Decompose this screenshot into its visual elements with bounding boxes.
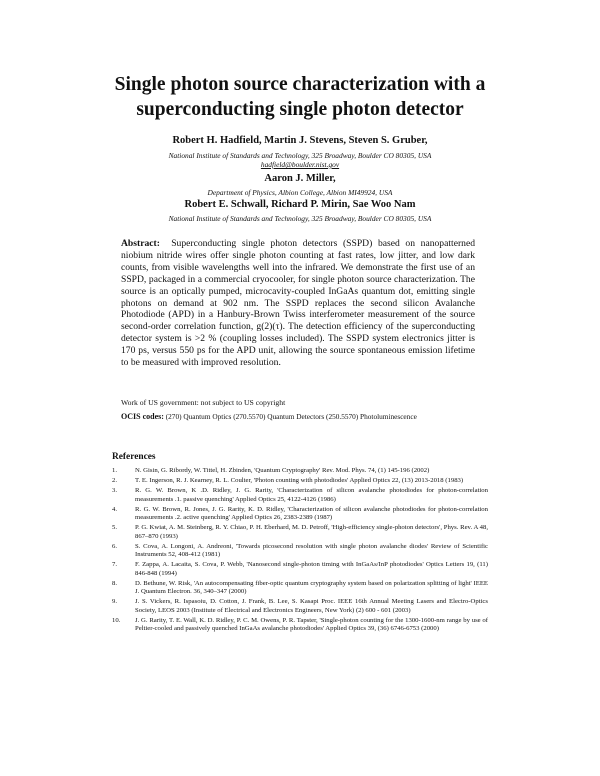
reference-item: 6. S. Cova, A. Longoni, A. Andreoni, 'Towards picosecond resolution with single photon avalanche diodes' Review of Scientific Instruments 52, 408-412 (1981) bbox=[112, 542, 488, 559]
reference-item: 8. D. Bethune, W. Risk, 'An autocompensating fiber-optic quantum cryptography system based on polarization splitting of light' IEEE J. Quantum Electron. 36, 340–347 (2000) bbox=[112, 579, 488, 596]
abstract-label: Abstract: bbox=[121, 238, 160, 249]
reference-item: 7. F. Zappa, A. Lacaita, S. Cova, P. Webb, 'Nanosecond single-photon timing with InGaAs/InP photodiodes' Optics Letters 19, (11) 846-848 (1994) bbox=[112, 561, 488, 577]
reference-item: 4. R. G. W. Brown, R. Jones, J. G. Rarity, K. D. Ridley, 'Characterization of silicon avalanche photodiodes for photon-correlation measurements .2. active quenching' Applied Optics 26, 2383-2389 (1987) bbox=[112, 505, 488, 522]
reference-item: 1. N. Gisin, G. Ribordy, W. Tittel, H. Zbinden, 'Quantum Cryptography' Rev. Mod. Phys. 74, (1) 145-196 (2002) bbox=[112, 467, 430, 474]
author-group-2: Aaron J. Miller, bbox=[264, 173, 336, 184]
reference-item: 3. R. G. W. Brown, K .D. Ridley, J. G. Rarity, 'Characterization of silicon avalanche photodiodes for photon-correlation measurements .1. passive quenching' Applied Optics 25, 4122-4126 (1986) bbox=[112, 487, 488, 503]
author-group-3: Robert E. Schwall, Richard P. Mirin, Sae Woo Nam bbox=[184, 199, 416, 210]
abstract-text-part-2: The detection efficiency of the superconducting detector system is >2 % (coupling losses included). The SSPD system electronics jitter is 170 ps, versus 550 ps for the APD unit, allowing the source spontaneous emission lifetime to be measured with improved resolution. bbox=[121, 321, 475, 369]
copyright-note: Work of US government: not subject to US copyright bbox=[121, 398, 286, 407]
references-heading: References bbox=[112, 452, 156, 462]
reference-item: 10. J. G. Rarity, T. E. Wall, K. D. Ridley, P. C. M. Owens, P. R. Tapster, 'Single-photon counting for the 1300-1600-nm range by use of Peltier-cooled and passively quenched InGaAs avalanche photodiodes' Applied Optics 39, (36) 6746-6753 (2000) bbox=[112, 616, 488, 633]
abstract-math: g(2)(τ). bbox=[256, 321, 286, 333]
author-group-1: Robert H. Hadfield, Martin J. Stevens, Steven S. Gruber, bbox=[172, 135, 428, 146]
ocis-label: OCIS codes: bbox=[121, 412, 164, 421]
ocis-codes bbox=[121, 412, 421, 421]
reference-item: 2. T. E. Ingerson, R. J. Kearney, R. L. Coulter, 'Photon counting with photodiodes' Applied Optics 22, (13) 2013-2018 (1983) bbox=[112, 477, 464, 485]
author-email[interactable]: hadfield@boulder.nist.gov bbox=[260, 160, 340, 169]
affiliation-1: National Institute of Standards and Technology, 325 Broadway, Boulder CO 80305, USA bbox=[168, 151, 432, 160]
reference-list bbox=[112, 467, 488, 635]
affiliation-2: Department of Physics, Albion College, Albion MI49924, USA bbox=[207, 188, 393, 197]
reference-item: 9. J. S. Vickers, R. Ispasoiu, D. Cotton, J. Frank, B. Lee, S. Kasapi Proc. IEEE 16th Annual Meeting Lasers and Electro-Optics Society, LEOS 2003 (Institute of Electrical and Electronics Engineers, New York) (2) 600 - 601 (2003) bbox=[112, 598, 488, 614]
paper-title: Single photon source characterization with a superconducting single photon detector bbox=[114, 74, 486, 120]
reference-item: 5. P. G. Kwiat, A. M. Steinberg, R. Y. Chiao, P. H. Eberhard, M. D. Petroff, 'High-efficiency single-photon detectors', Phys. Rev. A 48, 867–870 (1993) bbox=[112, 524, 488, 540]
ocis-text: (270) Quantum Optics (270.5570) Quantum Detectors (250.5570) Photoluminescence bbox=[165, 412, 417, 421]
abstract-text-part-1: Superconducting single photon detectors (SSPD) based on nanopatterned niobium nitride wires offer single photon counting at fast rates, low jitter, and low dark counts, from visible wavelengths well into the infrared. We demonstrate the first use of an SSPD, packaged in a commercial cryocooler, for single photon source characterization. The source is an optically pumped, microcavity-coupled InGaAs quantum dot, emitting single photons on demand at 902 nm. The SSPD replaces the second silicon Avalanche Photodiode (APD) in a Hanbury-Brown Twiss interferometer measurement of the source second-order correlation function, bbox=[121, 238, 475, 333]
affiliation-3: National Institute of Standards and Technology, 325 Broadway, Boulder CO 80305, USA bbox=[168, 214, 432, 223]
abstract bbox=[121, 238, 475, 369]
